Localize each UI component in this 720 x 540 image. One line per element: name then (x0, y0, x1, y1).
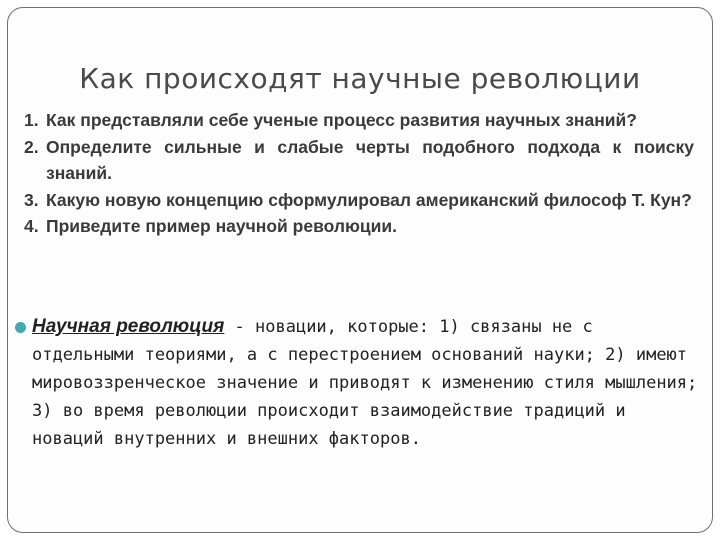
question-text: Определите сильные и слабые черты подобного подхода к поиску знаний. (46, 136, 694, 183)
question-text: Приведите пример научной революции. (46, 216, 398, 236)
question-text: Какую новую концепцию сформулировал американский философ Т. Кун? (46, 189, 692, 210)
definition-paragraph (32, 313, 702, 453)
question-number: 3. (24, 189, 39, 210)
definition-separator: - (224, 317, 256, 337)
question-list (24, 107, 694, 240)
question-number: 4. (24, 216, 39, 236)
definition-term: Научная революция (32, 316, 225, 337)
question-text: Как представляли себе ученые процесс развития научных знаний? (46, 110, 637, 130)
question-number: 1. (24, 110, 39, 130)
question-number: 2. (24, 136, 39, 157)
question-item (24, 134, 694, 187)
question-item (24, 107, 694, 134)
bullet-icon (15, 322, 26, 333)
question-item (24, 213, 694, 240)
definition-text: новации, которые: 1) связаны не с отдельными теориями, а с перестроением оснований науки; 2) имеют мировоззренческое значение и приводят к изменению стиля мышления; 3) во время революции происходит взаимодействие традиций и новаций внутренних и внешних факторов. (32, 317, 698, 449)
slide-title: Как происходят научные революции (79, 62, 641, 95)
question-item (24, 187, 694, 214)
